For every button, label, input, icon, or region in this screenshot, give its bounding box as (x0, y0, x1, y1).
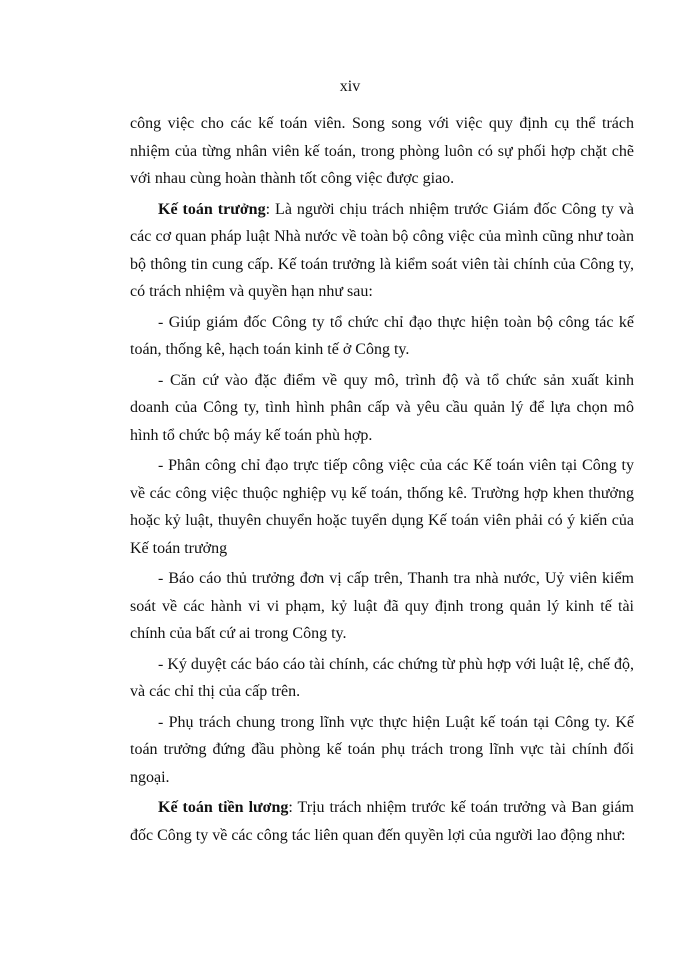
section-heading-chief-accountant: Kế toán trưởng (158, 200, 266, 218)
duty-item (130, 651, 634, 706)
paragraph-text: - Ký duyệt các báo cáo tài chính, các chứng từ phù hợp với luật lệ, chế độ, và các chỉ thị của cấp trên. (130, 655, 634, 700)
paragraph-text: - Căn cứ vào đặc điểm về quy mô, trình độ và tổ chức sản xuất kinh doanh của Công ty, tình hình phân cấp và yêu cầu quản lý để lựa chọn mô hình tổ chức bộ máy kế toán phù hợp. (130, 371, 634, 444)
document-body (130, 110, 634, 852)
paragraph-text: - Phân công chỉ đạo trực tiếp công việc của các Kế toán viên tại Công ty về các công việc thuộc nghiệp vụ kế toán, thống kê. Trường hợp khen thưởng hoặc kỷ luật, thuyên chuyển hoặc tuyển dụng Kế toán viên phải có ý kiến của Kế toán trưởng (130, 457, 634, 557)
paragraph-text: - Giúp giám đốc Công ty tổ chức chỉ đạo thực hiện toàn bộ công tác kế toán, thống kê, hạch toán kinh tế ở Công ty. (130, 313, 634, 358)
page-number: xiv (339, 78, 361, 95)
duty-item (130, 565, 634, 648)
paragraph-text: - Báo cáo thủ trưởng đơn vị cấp trên, Thanh tra nhà nước, Uỷ viên kiểm soát về các hành vi vi phạm, kỷ luật đã quy định trong quản lý kinh tế tài chính của bất cứ ai trong Công ty. (130, 570, 634, 642)
duty-item (130, 452, 634, 562)
paragraph-text: : Trịu trách nhiệm trước kế toán trưởng và Ban giám đốc Công ty về các công tác liên quan đến quyền lợi của người lao động như: (130, 799, 634, 844)
duty-item (130, 709, 634, 792)
paragraph-intro (130, 110, 634, 193)
paragraph-chief-accountant (130, 196, 634, 306)
paragraph-payroll-accountant (130, 794, 634, 849)
paragraph-text: : Là người chịu trách nhiệm trước Giám đốc Công ty và các cơ quan pháp luật Nhà nước về toàn bộ công việc của mình cũng như toàn bộ thông tin cung cấp. Kế toán trưởng là kiểm soát viên tài chính của Công ty, có trách nhiệm và quyền hạn như sau: (130, 200, 635, 300)
section-heading-payroll-accountant: Kế toán tiền lương (158, 799, 289, 816)
paragraph-text: - Phụ trách chung trong lĩnh vực thực hiện Luật kế toán tại Công ty. Kế toán trưởng đứng đầu phòng kế toán phụ trách trong lĩnh vực tài chính đối ngoại. (130, 713, 634, 786)
paragraph-text: công việc cho các kế toán viên. Song song với việc quy định cụ thể trách nhiệm của từng nhân viên kế toán, trong phòng luôn có sự phối hợp chặt chẽ với nhau cùng hoàn thành tốt công việc được giao. (130, 115, 634, 187)
duty-item (130, 309, 634, 364)
duty-item (130, 367, 634, 450)
